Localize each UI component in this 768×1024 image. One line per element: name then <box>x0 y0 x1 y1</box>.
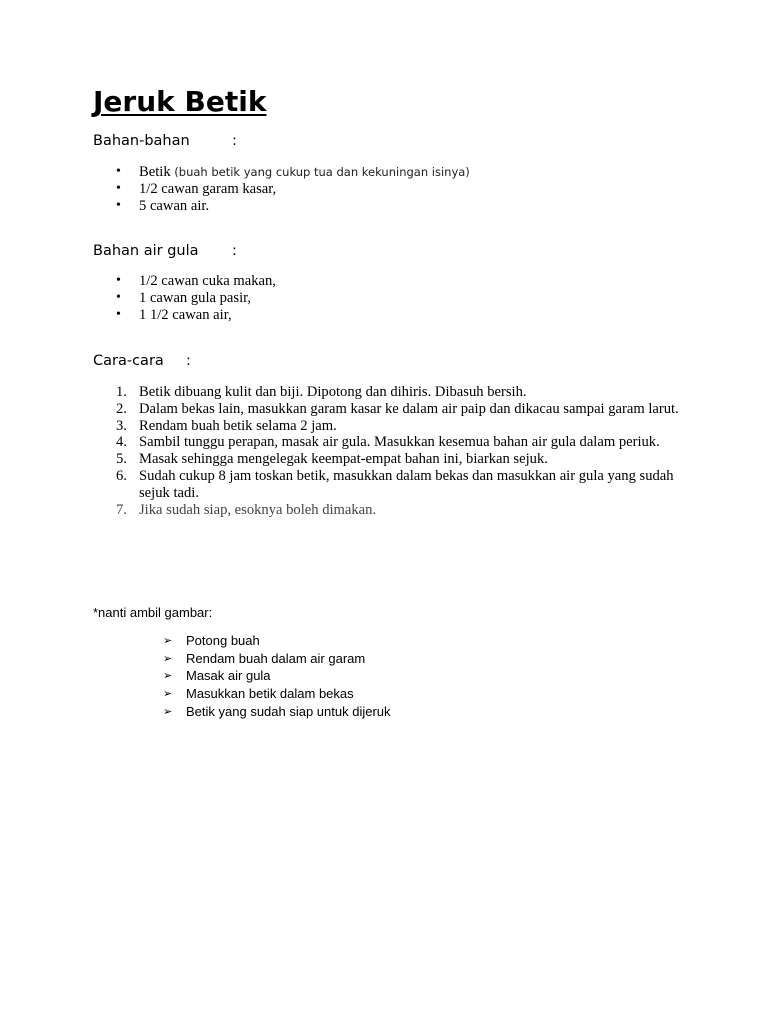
list-item <box>163 703 391 721</box>
list-item <box>163 632 391 650</box>
step-text: Masak sehingga mengelegak keempat-empat bahan ini, biarkan sejuk. <box>139 451 548 468</box>
list-item: • 1/2 cawan garam kasar, <box>139 181 470 198</box>
arrow-bullet-icon: ➢ <box>163 704 173 718</box>
list-item <box>116 467 679 502</box>
step-number: 5. <box>116 451 127 468</box>
list-item: • 1 1/2 cawan air, <box>139 307 276 324</box>
photo-item-text: Betik yang sudah siap untuk dijeruk <box>186 703 391 719</box>
list-item <box>116 451 679 468</box>
heading-cara-cara <box>93 352 191 370</box>
step-text: Dalam bekas lain, masukkan garam kasar ke dalam air paip dan dikacau sampai garam larut. <box>139 400 679 417</box>
ingredient-list <box>139 164 470 214</box>
step-text: Betik dibuang kulit dan biji. Dipotong dan dihiris. Dibasuh bersih. <box>139 384 527 400</box>
photo-list <box>163 632 391 721</box>
list-item <box>116 501 679 519</box>
heading-colon: : <box>232 243 237 259</box>
list-item <box>163 685 391 703</box>
list-item <box>163 650 391 668</box>
arrow-bullet-icon: ➢ <box>163 634 173 647</box>
step-number: 1. <box>116 384 127 400</box>
heading-bahan-bahan-label: Bahan-bahan <box>93 133 190 149</box>
step-number: 7. <box>116 501 127 518</box>
heading-bahan-air-gula <box>93 242 237 260</box>
list-item: • 1 cawan gula pasir, <box>139 290 276 307</box>
arrow-bullet-icon: ➢ <box>163 687 173 701</box>
step-number: 4. <box>116 434 127 451</box>
photo-note-label: *nanti ambil gambar: <box>93 605 213 620</box>
heading-bahan-air-gula-label: Bahan air gula <box>93 243 199 259</box>
list-item <box>116 417 679 435</box>
step-text: Sambil tunggu perapan, masak air gula. Masukkan kesemua bahan air gula dalam periuk. <box>139 434 660 451</box>
heading-colon: : <box>232 133 237 149</box>
list-item <box>116 434 679 451</box>
step-text: Sudah cukup 8 jam toskan betik, masukkan dalam bekas dan masukkan air gula yang sudah sejuk tadi. <box>139 467 674 501</box>
step-number: 6. <box>116 467 127 484</box>
photo-item-text: Potong buah <box>186 633 260 648</box>
method-steps <box>116 384 679 518</box>
heading-cara-cara-label: Cara-cara <box>93 353 164 369</box>
step-text: Jika sudah siap, esoknya boleh dimakan. <box>139 501 377 518</box>
step-text: Rendam buah betik selama 2 jam. <box>139 417 337 434</box>
list-item: • 1/2 cawan cuka makan, <box>139 273 276 290</box>
heading-colon: : <box>186 353 191 369</box>
list-item <box>139 164 470 181</box>
ingredient-note: (buah betik yang cukup tua dan kekuningan isinya) <box>174 165 470 179</box>
list-item <box>116 384 679 401</box>
photo-item-text: Masak air gula <box>186 668 271 684</box>
list-item <box>116 400 679 418</box>
photo-item-text: Rendam buah dalam air garam <box>186 650 366 666</box>
syrup-ingredient-list <box>139 273 276 323</box>
arrow-bullet-icon: ➢ <box>163 669 173 683</box>
list-item <box>163 667 391 685</box>
arrow-bullet-icon: ➢ <box>163 651 173 665</box>
heading-bahan-bahan <box>93 132 237 150</box>
list-item: • 5 cawan air. <box>139 198 470 215</box>
document-title: Jeruk Betik <box>93 85 267 118</box>
step-number: 3. <box>116 417 127 434</box>
photo-item-text: Masukkan betik dalam bekas <box>186 686 354 702</box>
ingredient-name: Betik <box>139 164 171 180</box>
step-number: 2. <box>116 400 127 417</box>
